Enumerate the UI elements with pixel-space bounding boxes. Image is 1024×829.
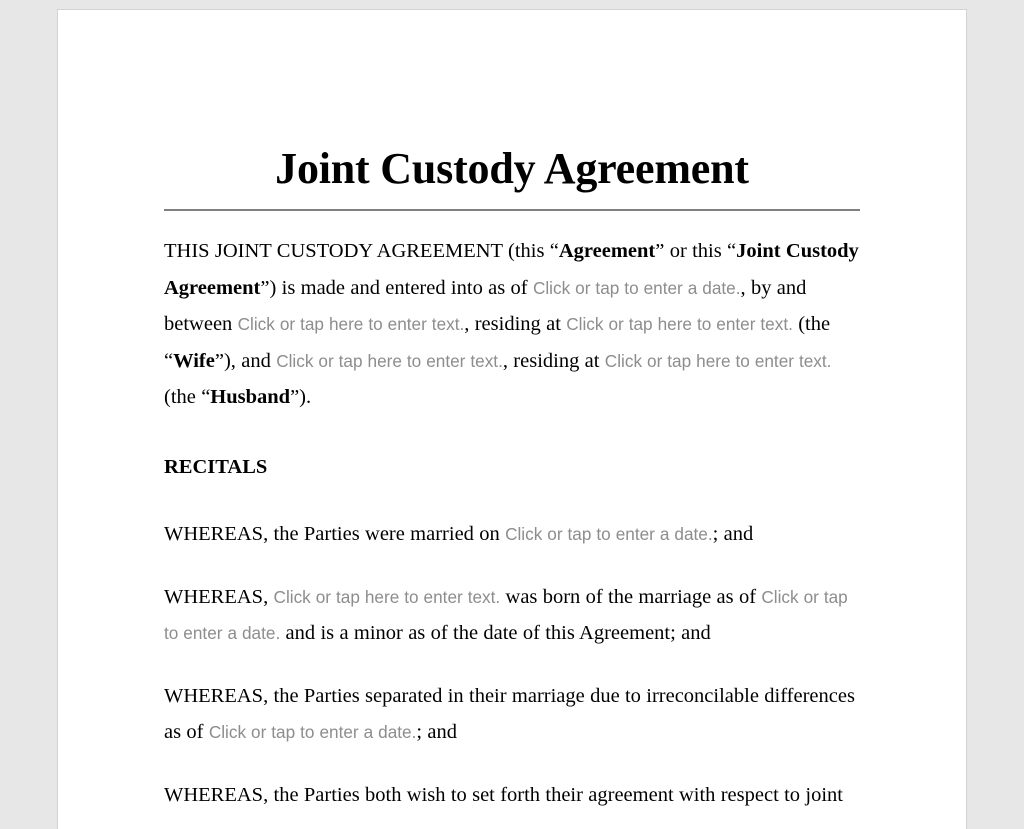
placeholder-agreement-date[interactable]: Click or tap to enter a date. — [532, 277, 741, 298]
paragraph-whereas-married — [164, 485, 860, 553]
intro-text-6: (the “ — [164, 313, 831, 372]
intro-text-9: (the “ — [164, 386, 211, 409]
whereas-married-text-2: ; and — [712, 523, 754, 546]
intro-text-1: THIS JOINT CUSTODY AGREEMENT (this “ — [164, 240, 559, 263]
intro-text-2: ” or this “ — [655, 240, 737, 263]
placeholder-wife-name[interactable]: Click or tap here to enter text. — [237, 314, 465, 335]
heading-recitals: RECITALS — [164, 455, 268, 478]
paragraph-whereas-setforth — [164, 751, 860, 814]
placeholder-child-name[interactable]: Click or tap here to enter text. — [273, 586, 501, 607]
intro-text-7: ”), and — [214, 349, 277, 372]
document-page — [57, 9, 967, 829]
whereas-married-text-1: WHEREAS, the Parties were married on — [164, 523, 506, 546]
paragraph-whereas-born — [164, 553, 860, 652]
whereas-born-text-3: and is a minor as of the date of this Agreement; and — [280, 622, 711, 645]
term-husband: Husband — [210, 386, 291, 409]
intro-text-8: , residing at — [502, 349, 605, 372]
whereas-separated-text-1: WHEREAS, the Parties separated in their marriage due to irreconcilable differences as of — [164, 684, 855, 744]
page-title: Joint Custody Agreement — [275, 144, 749, 193]
term-wife: Wife — [173, 349, 215, 372]
intro-text-3: ”) is made and entered into as of — [260, 276, 533, 299]
placeholder-birth-date[interactable]: Click or tap to enter a date. — [164, 586, 848, 644]
placeholder-husband-name[interactable]: Click or tap here to enter text. — [276, 350, 503, 371]
intro-text-10: ”). — [290, 386, 312, 409]
whereas-born-text-2: was born of the marriage as of — [500, 585, 762, 608]
paragraph-whereas-separated — [164, 652, 860, 751]
intro-text-4: , by and between — [164, 276, 807, 336]
intro-text-5: , residing at — [464, 313, 567, 336]
whereas-setforth-text-1: WHEREAS, the Parties both wish to set forth their agreement with respect to joint — [164, 783, 843, 806]
paragraph-intro — [164, 211, 860, 416]
whereas-separated-text-2: ; and — [416, 721, 457, 744]
placeholder-husband-address[interactable]: Click or tap here to enter text. — [604, 350, 832, 371]
placeholder-separation-date[interactable]: Click or tap to enter a date. — [208, 722, 417, 743]
term-agreement: Agreement — [558, 240, 656, 263]
whereas-born-text-1: WHEREAS, — [164, 585, 274, 608]
document-body — [58, 10, 966, 813]
placeholder-wife-address[interactable]: Click or tap here to enter text. — [566, 314, 793, 335]
placeholder-marriage-date[interactable]: Click or tap to enter a date. — [505, 524, 713, 545]
term-joint-custody-agreement: Joint Custody Agreement — [164, 240, 859, 299]
